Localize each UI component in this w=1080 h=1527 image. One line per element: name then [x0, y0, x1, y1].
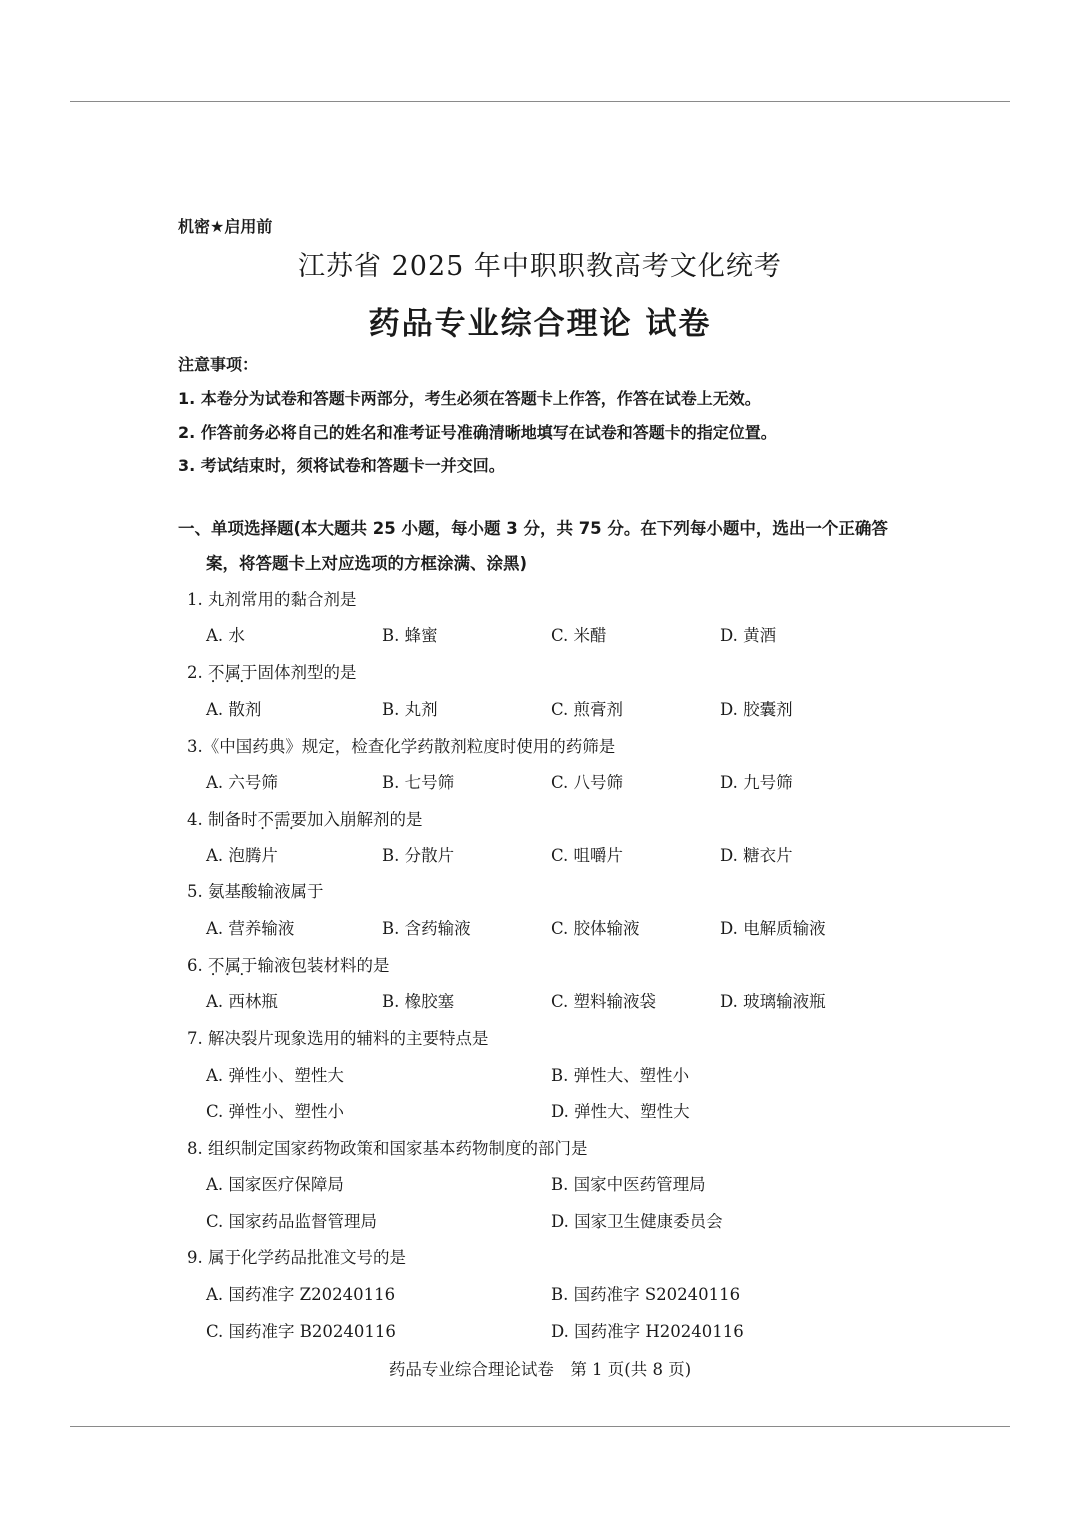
emphasis-text: 不需要 • • •	[258, 806, 308, 830]
option-c: C. 胶体输液	[551, 919, 640, 938]
emphasis-text: 不属于 • • •	[208, 659, 258, 683]
notice-item: 2. 作答前务必将自己的姓名和准考证号准确清晰地填写在试卷和答题卡的指定位置。	[178, 423, 777, 442]
option-c: C. 煎膏剂	[551, 700, 624, 719]
option-c: C. 八号筛	[551, 773, 624, 792]
section-heading-continued: 案，将答题卡上对应选项的方框涂满、涂黑)	[206, 554, 528, 573]
option-b: B. 蜂蜜	[382, 626, 438, 645]
option-a: A. 泡腾片	[206, 846, 278, 865]
option-b: B. 国药准字 S20240116	[551, 1285, 741, 1304]
confidential-label: 机密★启用前	[178, 217, 273, 236]
notice-item: 3. 考试结束时，须将试卷和答题卡一并交回。	[178, 456, 505, 475]
option-a: A. 水	[206, 626, 245, 645]
option-a: A. 六号筛	[206, 773, 278, 792]
paper-subtitle: 药品专业综合理论 试卷	[368, 306, 712, 342]
option-c: C. 弹性小、塑性小	[206, 1102, 345, 1121]
option-a: A. 西林瓶	[206, 992, 278, 1011]
option-b: B. 分散片	[382, 846, 455, 865]
question-stem: 5. 氨基酸输液属于	[187, 882, 324, 901]
option-d: D. 弹性大、塑性大	[551, 1102, 690, 1121]
question-stem	[187, 952, 390, 976]
emphasis-text: 不属于 • • •	[208, 952, 258, 976]
question-stem	[187, 806, 423, 830]
option-a: A. 弹性小、塑性大	[206, 1066, 344, 1085]
option-c: C. 咀嚼片	[551, 846, 624, 865]
option-b: B. 弹性大、塑性小	[551, 1066, 690, 1085]
option-d: D. 黄酒	[720, 626, 777, 645]
exam-title: 江苏省 2025 年中职职教高考文化统考	[298, 251, 782, 282]
option-d: D. 电解质输液	[720, 919, 826, 938]
option-d: D. 国家卫生健康委员会	[551, 1212, 723, 1231]
option-d: D. 九号筛	[720, 773, 793, 792]
question-stem-suffix: 输液包装材料的是	[257, 956, 390, 975]
notice-item: 1. 本卷分为试卷和答题卡两部分，考生必须在答题卡上作答，作答在试卷上无效。	[178, 389, 761, 408]
option-d: D. 胶囊剂	[720, 700, 793, 719]
option-c: C. 国家药品监督管理局	[206, 1212, 378, 1231]
section-heading: 一、单项选择题(本大题共 25 小题，每小题 3 分，共 75 分。在下列每小题中，选出一个正确答	[178, 519, 888, 538]
question-stem-suffix: 固体剂型的是	[257, 663, 357, 682]
notice-heading: 注意事项：	[178, 355, 259, 374]
question-stem: 3.《中国药典》规定，检查化学药散剂粒度时使用的药筛是	[187, 737, 616, 756]
question-stem: 8. 组织制定国家药物政策和国家基本药物制度的部门是	[187, 1139, 588, 1158]
question-stem-prefix: 6.	[187, 956, 208, 975]
option-d: D. 国药准字 H20240116	[551, 1322, 744, 1341]
option-b: B. 国家中医药管理局	[551, 1175, 706, 1194]
option-b: B. 橡胶塞	[382, 992, 455, 1011]
option-a: A. 营养输液	[206, 919, 295, 938]
option-a: A. 国家医疗保障局	[206, 1175, 344, 1194]
option-b: B. 丸剂	[382, 700, 438, 719]
top-divider	[70, 101, 1010, 102]
question-stem: 7. 解决裂片现象选用的辅料的主要特点是	[187, 1029, 489, 1048]
question-stem-suffix: 加入崩解剂的是	[307, 810, 423, 829]
option-c: C. 米醋	[551, 626, 607, 645]
question-stem	[187, 659, 357, 683]
option-a: A. 国药准字 Z20240116	[206, 1285, 396, 1304]
question-stem-prefix: 4. 制备时	[187, 810, 258, 829]
question-stem: 9. 属于化学药品批准文号的是	[187, 1248, 406, 1267]
option-a: A. 散剂	[206, 700, 262, 719]
option-b: B. 七号筛	[382, 773, 455, 792]
option-c: C. 国药准字 B20240116	[206, 1322, 396, 1341]
question-stem-prefix: 2.	[187, 663, 208, 682]
option-d: D. 糖衣片	[720, 846, 793, 865]
option-d: D. 玻璃输液瓶	[720, 992, 826, 1011]
option-b: B. 含药输液	[382, 919, 471, 938]
bottom-divider	[70, 1426, 1010, 1427]
page-footer: 药品专业综合理论试卷 第 1 页(共 8 页)	[388, 1360, 692, 1379]
option-c: C. 塑料输液袋	[551, 992, 657, 1011]
question-stem: 1. 丸剂常用的黏合剂是	[187, 590, 357, 609]
